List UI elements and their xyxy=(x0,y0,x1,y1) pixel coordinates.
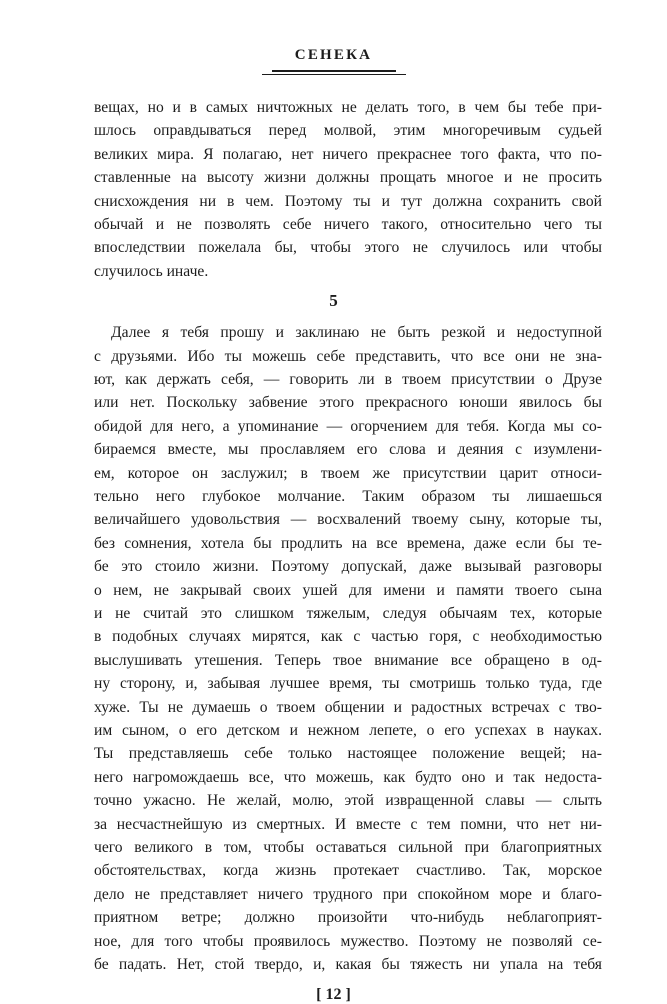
text-line: великих мира. Я полагаю, нет ничего прекраснее того факта, что по- xyxy=(94,145,602,163)
text-line: без сомнения, хотела бы продлить на все времена, даже если бы те- xyxy=(94,534,602,552)
text-line: о нем, не закрывай своих ушей для имени и памяти твоего сына xyxy=(94,581,602,599)
text-line: бираемся вместе, мы прославляем его слова и деяния с изумлени- xyxy=(94,441,602,459)
text-line: ем, которое он заслужил; в твоем же присутствии царит относи- xyxy=(94,464,602,482)
text-line: обычай и не позволять себе ничего такого, относительно чего ты xyxy=(94,216,602,233)
text-line: впоследствии пожелала бы, чтобы этого не случилось или чтобы xyxy=(94,239,602,257)
text-line: выслушивать утешения. Теперь твое внимание все обращено в од- xyxy=(94,651,602,669)
text-line: тельно него глубокое молчание. Таким образом ты лишаешься xyxy=(94,488,602,505)
text-line: дело не представляет ничего трудного при спокойном море и благо- xyxy=(94,885,602,903)
section-number: 5 xyxy=(329,291,338,311)
text-line: бе падать. Нет, стой твердо, и, какая бы тяжесть ни упала на тебя xyxy=(94,956,602,973)
text-line: точно ужасно. Не желай, молю, этой извращенной славы — слыть xyxy=(94,792,602,810)
text-line: величайшего удовольствия — восхвалений твоему сыну, которые ты, xyxy=(94,511,602,529)
text-line: чего великого в том, чтобы оставаться сильной при благоприятных xyxy=(94,839,602,856)
text-line: снисхождения ни в чем. Поэтому ты и тут должна сохранить свой xyxy=(94,192,602,210)
header-rule-thin xyxy=(262,74,406,75)
text-line: и не считай это слишком тяжелым, следуя обычаям тех, которые xyxy=(94,605,602,622)
text-line: с друзьями. Ибо ты можешь себе представить, что все они не зна- xyxy=(94,347,602,365)
text-line: шлось оправдываться перед молвой, этим многоречивым судьей xyxy=(94,122,602,140)
text-line: него нагромождаешь все, что можешь, как будто оно и так недоста- xyxy=(94,768,602,786)
text-line: вещах, но и в самых ничтожных не делать того, в чем бы тебе при- xyxy=(94,99,602,116)
text-line: обидой для него, а упоминание — огорчением для тебя. Когда мы со- xyxy=(94,417,602,435)
running-head-title: СЕНЕКА xyxy=(294,47,373,63)
text-line: им сыном, о его детском и нежном лепете, о его успехах в науках. xyxy=(94,722,602,739)
text-line: Ты представляешь себе только настоящее положение вещей; на- xyxy=(94,745,602,763)
text-line: случилось иначе. xyxy=(94,262,209,280)
text-line: или нет. Поскольку забвение этого прекрасного юноши явилось бы xyxy=(94,394,602,412)
header-rule xyxy=(272,70,396,72)
text-line: обстоятельствах, когда жизнь протекает счастливо. Так, морское xyxy=(94,862,602,880)
text-line: ют, как держать себя, — говорить ли в твоем присутствии о Друзе xyxy=(94,371,602,388)
text-line: за несчастнейшую из смертных. И вместе с тем помни, что нет ни- xyxy=(94,815,602,833)
text-line: в подобных случаях мирятся, как с частью горя, с необходимостью xyxy=(94,628,602,646)
text-line: Далее я тебя прошу и заклинаю не быть резкой и недоступной xyxy=(111,324,602,342)
text-line: хуже. Ты не думаешь о твоем общении и радостных встречах с тво- xyxy=(94,698,602,716)
text-line: приятном ветре; должно произойти что-нибудь неблагоприят- xyxy=(94,909,602,927)
text-line: ное, для того чтобы проявилось мужество. Поэтому не позволяй се- xyxy=(94,932,602,950)
text-line: ну сторону, и, забывая лучшее время, ты смотришь только туда, где xyxy=(94,675,602,693)
text-line: бе это стоило жизни. Поэтому допускай, даже вызывай разговоры xyxy=(94,558,602,576)
text-line: ставленные на высоту жизни должны прощать многое и не просить xyxy=(94,169,602,187)
page-number: [ 12 ] xyxy=(316,986,351,1004)
